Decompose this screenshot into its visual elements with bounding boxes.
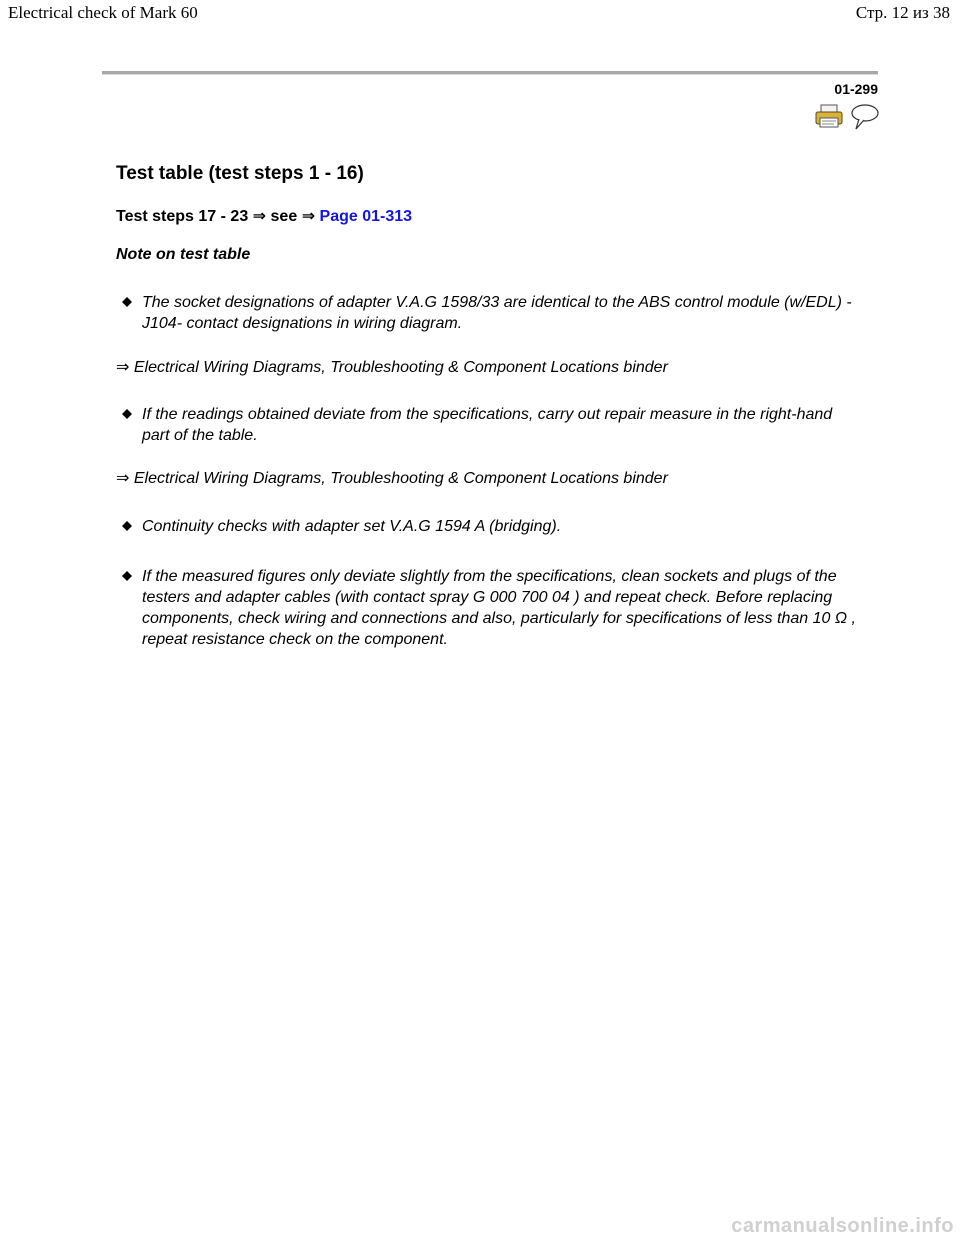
bullet-item [122, 292, 862, 334]
print-header [0, 0, 960, 28]
bullet-item [122, 516, 862, 537]
diamond-bullet-icon [122, 521, 132, 531]
bullet-text: If the readings obtained deviate from the specifications, carry out repair measure in the right-hand part of the table. [142, 406, 833, 444]
page-title: Test table (test steps 1 - 16) [116, 163, 364, 184]
test-steps-line [116, 206, 412, 226]
wiring-reference: ⇒ Electrical Wiring Diagrams, Troubleshooting & Component Locations binder [116, 359, 668, 376]
page-counter: Стр. 12 из 38 [855, 3, 950, 22]
test-steps-text: Test steps 17 - 23 [116, 208, 249, 225]
document-title-header: Electrical check of Mark 60 [8, 3, 198, 22]
watermark-logo: carmanualsonline.info [731, 1215, 954, 1237]
bullet-text: If the measured figures only deviate slightly from the specifications, clean sockets and plugs of the testers and adapter cables (with contact spray G 000 700 04 ) and repeat check. Before replacing components, check wiring and connections and also, particularly for specifications of less than 10 Ω , repeat resistance check on the component. [142, 568, 856, 648]
arrow-icon: ⇒ [252, 208, 267, 225]
toolbar-icons [814, 103, 880, 131]
arrow-icon: ⇒ [301, 208, 316, 225]
see-text: see [270, 208, 298, 225]
diamond-bullet-icon [122, 297, 132, 307]
diamond-bullet-icon [122, 571, 132, 581]
diamond-bullet-icon [122, 409, 132, 419]
bullet-text: Continuity checks with adapter set V.A.G 1594 A (bridging). [142, 518, 562, 535]
wiring-reference: ⇒ Electrical Wiring Diagrams, Troubleshooting & Component Locations binder [116, 470, 668, 487]
speech-bubble-icon[interactable] [850, 103, 880, 131]
bullet-text: The socket designations of adapter V.A.G 1598/33 are identical to the ABS control module (w/EDL) -J104- contact designations in wiring diagram. [142, 294, 852, 332]
bullet-item [122, 566, 862, 650]
printer-icon[interactable] [814, 103, 844, 129]
page-link[interactable]: Page 01-313 [319, 208, 413, 225]
note-heading: Note on test table [116, 246, 251, 263]
horizontal-rule [102, 71, 878, 75]
page-number: 01-299 [834, 81, 878, 97]
bullet-item [122, 404, 862, 446]
